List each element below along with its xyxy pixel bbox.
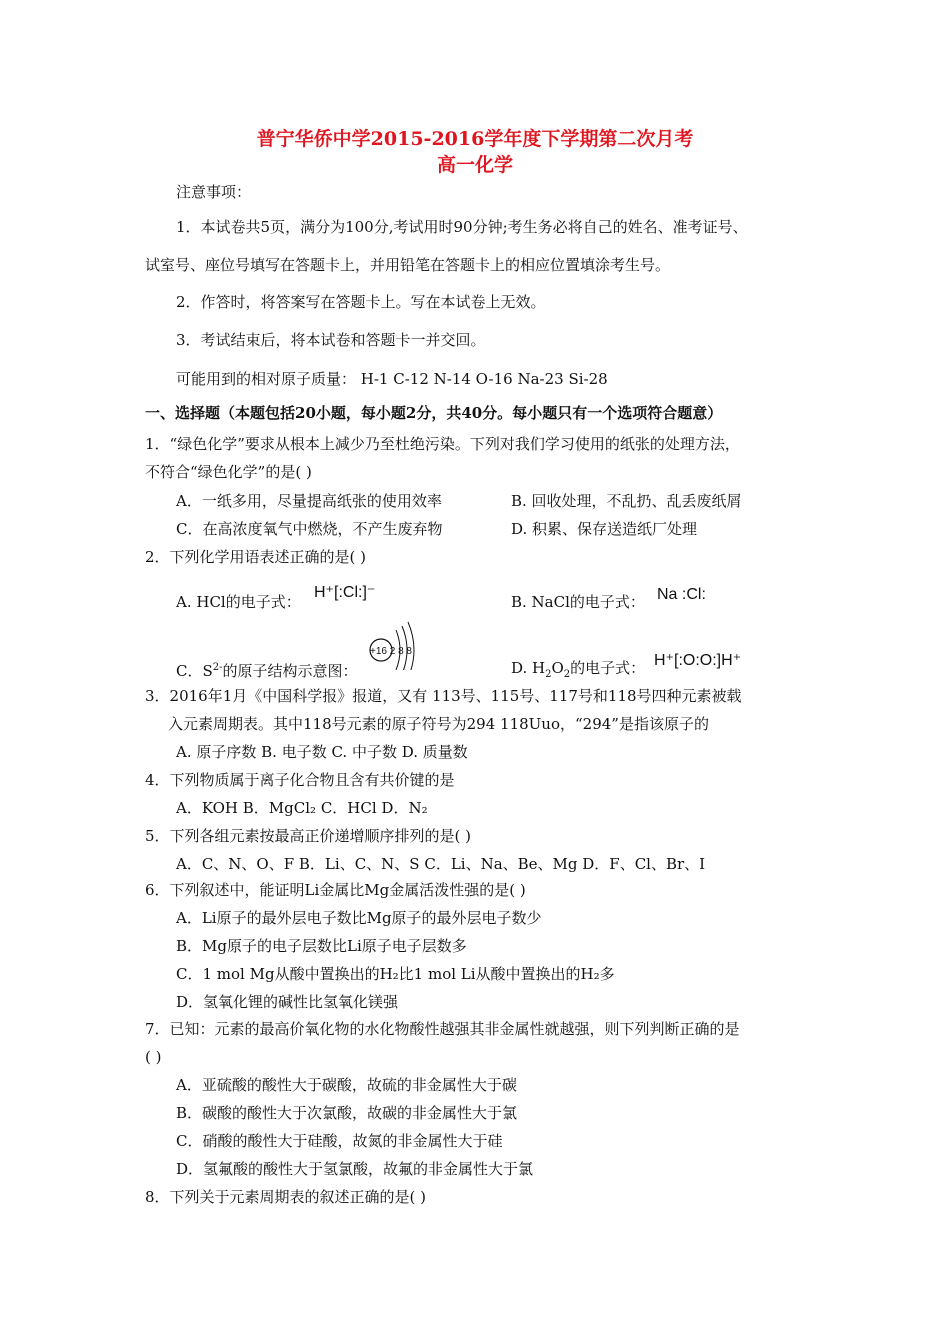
question-7-option-a: A．亚硫酸的酸性大于碳酸，故硫的非金属性大于碳: [176, 1076, 517, 1094]
notice-item-2: 2．作答时，将答案写在答题卡上。写在本试卷上无效。: [176, 293, 546, 311]
option-d-sub1: 2: [545, 669, 552, 680]
question-7-option-d: D．氢氟酸的酸性大于氢氯酸，故氟的非金属性大于氯: [176, 1160, 534, 1178]
question-3-options: A. 原子序数 B. 电子数 C. 中子数 D. 质量数: [176, 743, 468, 761]
question-1-option-b: B. 回收处理，不乱扔、乱丢废纸屑: [511, 492, 742, 510]
question-2-option-d: [511, 658, 645, 685]
option-d-mid: O: [551, 659, 564, 677]
question-4-stem: 4．下列物质属于离子化合物且含有共价键的是: [145, 771, 455, 789]
notice-item-1-cont: 试室号、座位号填写在答题卡上，并用铅笔在答题卡上的相应位置填涂考生号。: [145, 256, 671, 274]
question-6-option-c: C．1 mol Mg从酸中置换出的H₂比1 mol Li从酸中置换出的H₂多: [176, 965, 615, 983]
question-8-stem: 8．下列关于元素周期表的叙述正确的是( ): [145, 1188, 427, 1206]
question-1-stem: 1．“绿色化学”要求从根本上减少乃至杜绝污染。下列对我们学习使用的纸张的处理方法，: [145, 435, 740, 453]
notice-item-1: 1．本试卷共5页，满分为100分,考试用时90分钟;考生务必将自己的姓名、准考证号、: [176, 218, 748, 236]
question-5-stem: 5．下列各组元素按最高正价递增顺序排列的是( ): [145, 827, 472, 845]
question-3-stem: 3．2016年1月《中国科学报》报道，又有 113号、115号、117号和118号四种元素被载: [145, 687, 742, 705]
option-c-charge: 2-: [212, 662, 223, 673]
question-5-options: A．C、N、O、F B．Li、C、N、S C．Li、Na、Be、Mg D．F、Cl、Br、I: [176, 855, 706, 873]
notice-item-3: 3．考试结束后，将本试卷和答题卡一并交回。: [176, 331, 486, 349]
question-4-options: A．KOH B．MgCl₂ C．HCl D．N₂: [176, 799, 428, 817]
sulfur-diagram-label: +16 2 8 8: [370, 646, 412, 657]
option-d-label: D. H: [511, 659, 546, 677]
question-2-stem: 2．下列化学用语表述正确的是( ): [145, 548, 367, 566]
question-7-option-b: B．碳酸的酸性大于次氯酸，故碳的非金属性大于氯: [176, 1104, 518, 1122]
notice-heading: 注意事项：: [176, 183, 252, 201]
question-1-stem-cont: 不符合“绿色化学”的是( ): [145, 463, 312, 481]
exam-subtitle: 高一化学: [436, 154, 513, 176]
question-2-option-c: [176, 658, 358, 681]
question-7-option-c: C．硝酸的酸性大于硅酸，故氮的非金属性大于硅: [176, 1132, 503, 1150]
question-6-option-b: B．Mg原子的电子层数比Li原子电子层数多: [176, 937, 467, 955]
question-2-option-a: A. HCl的电子式：: [176, 593, 301, 611]
atomic-mass-line: 可能用到的相对原子质量： H-1 C-12 N-14 O-16 Na-23 Si-28: [176, 370, 608, 388]
question-1-option-a: A．一纸多用，尽量提高纸张的使用效率: [176, 492, 442, 510]
sulfur-ion-structure-diagram: [368, 620, 428, 670]
exam-title: 普宁华侨中学2015-2016学年度下学期第二次月考: [256, 128, 694, 150]
section-heading: 一、选择题（本题包括20小题，每小题2分，共40分。每小题只有一个选项符合题意）: [145, 404, 723, 422]
option-c-label: C．S: [176, 662, 213, 680]
hcl-electron-formula: H⁺[:Cl:]⁻: [314, 584, 376, 601]
option-d-text: 的电子式：: [570, 659, 646, 677]
h2o2-electron-formula: H⁺[:O:O:]H⁺: [654, 652, 742, 669]
option-c-text: 的原子结构示意图：: [222, 662, 358, 680]
question-7-stem-cont: ( ): [145, 1048, 162, 1066]
question-6-option-d: D．氢氧化锂的碱性比氢氧化镁强: [176, 993, 399, 1011]
question-3-stem-cont: 入元素周期表。其中118号元素的原子符号为294 118Uuo，“294”是指该原子的: [168, 715, 709, 733]
nacl-electron-formula: Na :Cl:: [657, 586, 706, 603]
question-7-stem: 7．已知：元素的最高价氧化物的水化物酸性越强其非金属性就越强，则下列判断正确的是: [145, 1020, 740, 1038]
question-2-option-b: B. NaCl的电子式：: [511, 593, 645, 611]
question-6-stem: 6．下列叙述中，能证明Li金属比Mg金属活泼性强的是( ): [145, 881, 526, 899]
question-1-option-c: C．在高浓度氧气中燃烧，不产生废弃物: [176, 520, 443, 538]
option-d-sub2: 2: [563, 669, 571, 680]
question-6-option-a: A．Li原子的最外层电子数比Mg原子的最外层电子数少: [176, 909, 542, 927]
question-1-option-d: D. 积累、保存送造纸厂处理: [511, 520, 698, 538]
